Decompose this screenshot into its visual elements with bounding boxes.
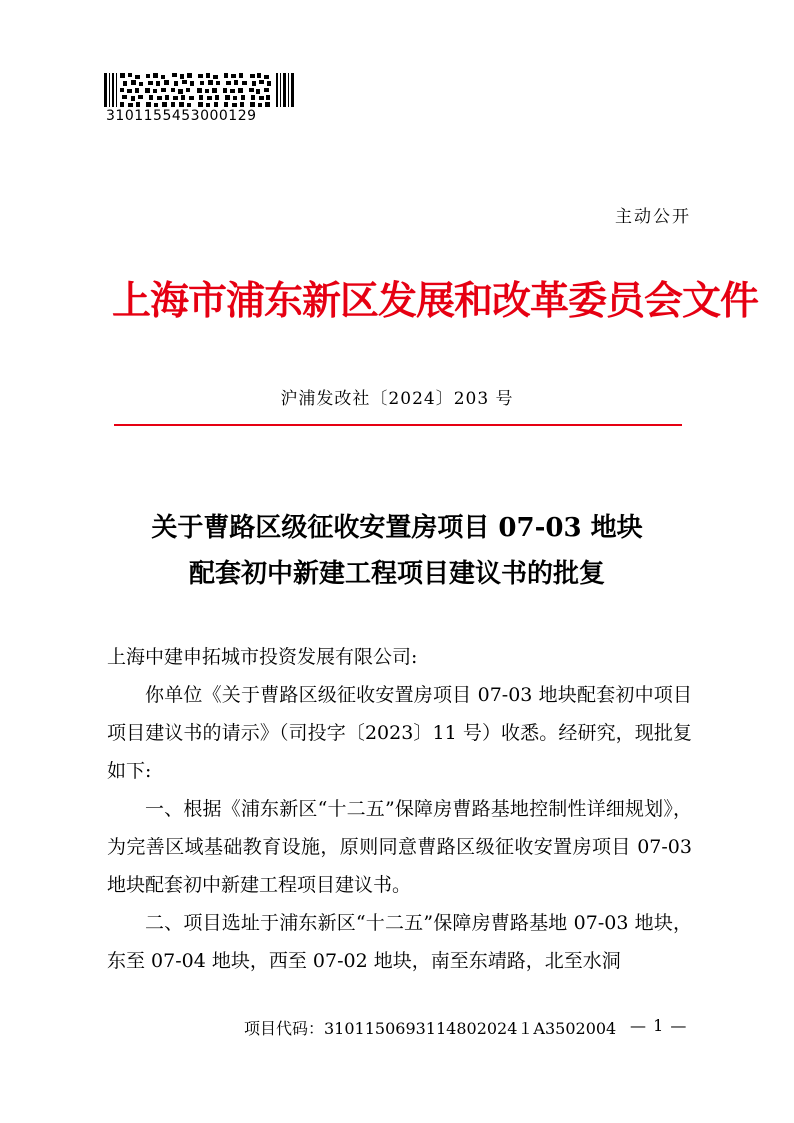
project-code: 项目代码：3101150693114802024１A3502004	[244, 1019, 617, 1038]
issuer-title: 上海市浦东新区发展和改革委员会文件	[112, 278, 759, 324]
title-line-1: 关于曹路区级征收安置房项目 07-03 地块	[151, 513, 643, 543]
paragraph-1: 你单位《关于曹路区级征收安置房项目 07-03 地块配套初中项目项目建议书的请示》（司投字〔2023〕11 号）收悉。经研究，现批复如下:	[107, 684, 692, 782]
addressee: 上海中建申拓城市投资发展有限公司:	[107, 646, 418, 668]
page-number: — 1 —	[630, 1016, 688, 1035]
document-body	[107, 638, 692, 980]
barcode-number: 3101155453000129	[106, 108, 257, 124]
document-number: 沪浦发改社〔2024〕203 号	[280, 389, 514, 409]
disclosure-label: 主动公开	[615, 207, 691, 227]
paragraph-3: 二、项目选址于浦东新区“十二五”保障房曹路基地 07-03 地块，东至 07-04 地块，西至 07-02 地块，南至东靖路，北至水洞	[107, 912, 692, 972]
title-line-2: 配套初中新建工程项目建议书的批复	[188, 559, 605, 589]
barcode	[104, 73, 294, 107]
document-title	[0, 505, 794, 597]
red-divider	[114, 424, 682, 426]
paragraph-2: 一、根据《浦东新区“十二五”保障房曹路基地控制性详细规划》，为完善区域基础教育设施，原则同意曹路区级征收安置房项目 07-03 地块配套初中新建工程项目建议书。	[107, 798, 692, 896]
